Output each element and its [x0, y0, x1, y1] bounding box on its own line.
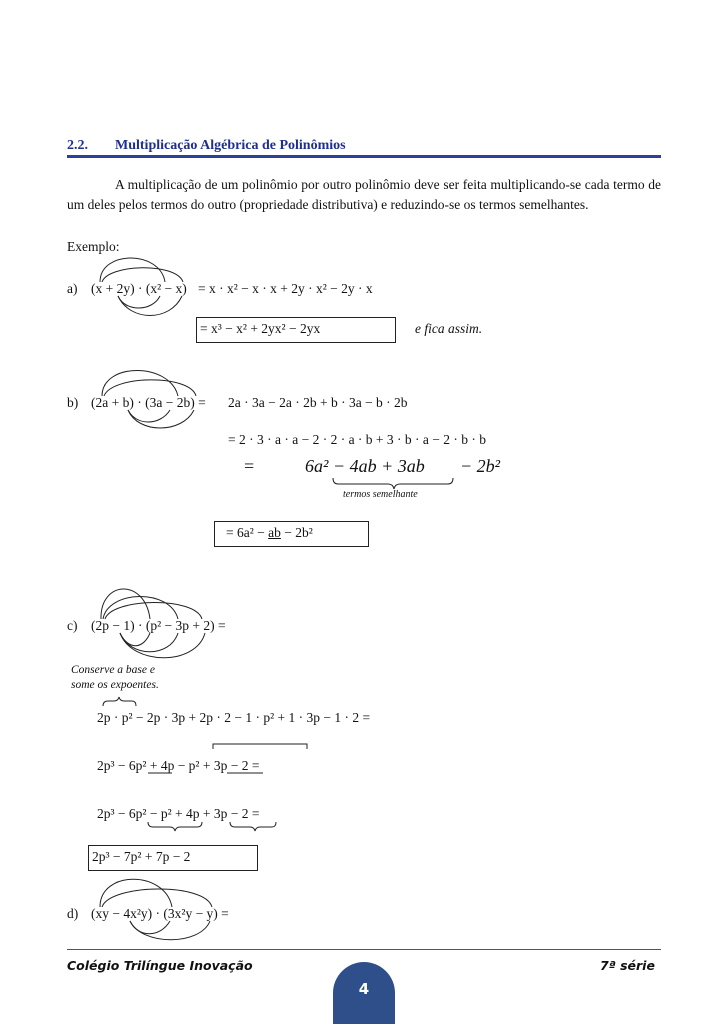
arc-b-3: [128, 410, 170, 422]
arc-b-1: [102, 371, 178, 397]
section-number: 2.2.: [67, 138, 88, 153]
example-a-result: = x³ − x² + 2yx² − 2yx: [200, 321, 321, 336]
example-c-step2: 2p³ − 6p² + 4p − p² + 3p − 2 =: [97, 758, 260, 773]
example-b-result-part3: − 2b²: [280, 525, 313, 540]
footer-rule: [67, 949, 661, 950]
example-b-step3-eq: =: [244, 456, 255, 476]
example-c-step3: 2p³ − 6p² − p² + 4p + 3p − 2 =: [97, 806, 260, 821]
arc-d-2: [102, 889, 212, 907]
footer-school: Colégio Trilíngue Inovação: [67, 958, 253, 973]
arc-a-1: [100, 258, 165, 282]
example-a-label: a): [67, 281, 78, 296]
example-b-factors: (2a + b) · (3a − 2b) =: [91, 395, 206, 410]
example-b-label: b): [67, 395, 79, 410]
arc-c-2: [103, 596, 178, 619]
arc-a-3: [118, 296, 160, 308]
example-c-note-line1: Conserve a base e: [71, 664, 155, 676]
example-b-term3: − 2b²: [460, 456, 501, 476]
example-a-expansion: = x · x² − x · x + 2y · x² − 2y · x: [198, 281, 373, 296]
example-c-step1: 2p · p² − 2p · 3p + 2p · 2 − 1 · p² + 1 · 3p − 1 · 2 =: [97, 710, 371, 725]
example-c-result: 2p³ − 7p² + 7p − 2: [92, 849, 191, 864]
arc-a-2: [102, 268, 183, 282]
arc-b-2: [104, 380, 196, 396]
brace-c-p2-group: [148, 822, 202, 831]
example-d-label: d): [67, 906, 79, 921]
example-c-note-line2: some os expoentes.: [71, 679, 159, 691]
brace-b-terms: [333, 478, 453, 489]
intro-text: A multiplicação de um polinômio por outro polinômio deve ser feita multiplicando-se cada termo de um deles pelos termos do outro (propriedade distributiva) e reduzindo-se os termos semelhantes.: [67, 177, 661, 212]
example-c-factors: (2p − 1) · (p² − 3p + 2) =: [91, 618, 226, 633]
brace-c-p-group: [230, 822, 276, 831]
example-d-factors: (xy − 4x²y) · (3x²y − y) =: [91, 906, 229, 921]
arc-d-4: [130, 921, 210, 940]
brace-c-exponent: [103, 697, 136, 706]
example-b-step2: = 2 · 3 · a · a − 2 · 2 · a · b + 3 · b · a − 2 · b · b: [228, 432, 487, 447]
section-title: Multiplicação Algébrica de Polinômios: [115, 138, 346, 153]
arc-c-3: [105, 602, 202, 619]
example-b-term-group: − 4ab + 3ab: [333, 456, 425, 476]
arc-c-4: [120, 633, 150, 646]
example-c-label: c): [67, 618, 78, 633]
overline-c-p-terms: [213, 744, 307, 749]
arc-d-3: [130, 921, 170, 934]
example-label: Exemplo:: [67, 239, 120, 254]
example-b-expansion: 2a · 3a − 2a · 2b + b · 3a − b · 2b: [228, 395, 408, 410]
example-a-note: e fica assim.: [415, 321, 483, 336]
page-number: 4: [358, 980, 370, 998]
arc-d-1: [100, 879, 172, 907]
example-a-factors: (x + 2y) · (x² − x): [91, 281, 187, 296]
example-b-term1: 6a²: [305, 456, 329, 476]
example-b-brace-label: termos semelhante: [343, 489, 418, 500]
example-b-result-underlined: ab: [268, 525, 281, 540]
example-b-result-part1: = 6a² −: [226, 525, 269, 540]
footer-grade: 7ª série: [600, 958, 655, 973]
